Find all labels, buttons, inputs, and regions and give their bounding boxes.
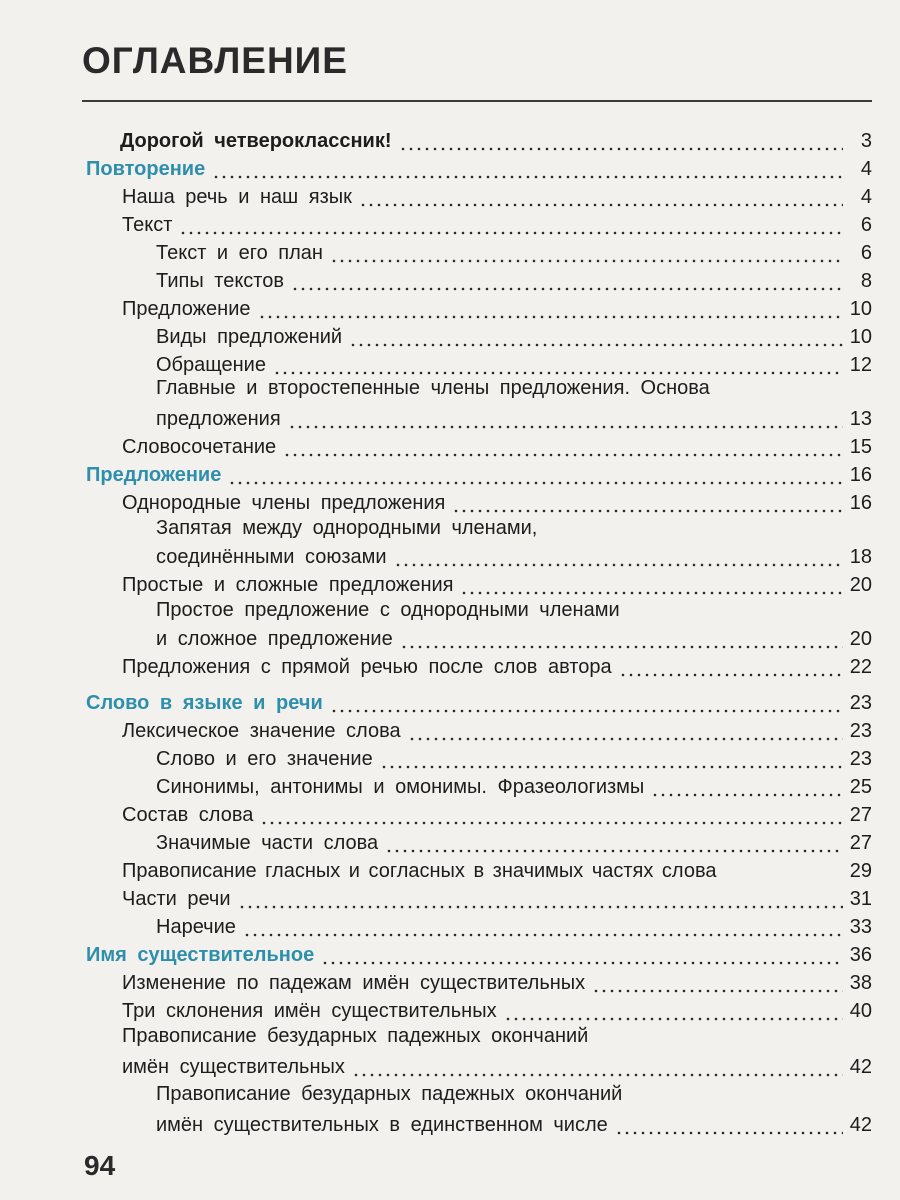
toc-entry-page: 16 [849,464,872,486]
toc-entry[interactable] [122,568,872,597]
toc-entry-page: 22 [849,656,872,678]
toc-entry[interactable] [122,966,872,995]
toc-entry-page: 23 [849,692,872,714]
toc-entry-title: и сложное предложение [156,628,393,650]
toc-entry-page: 23 [849,748,872,770]
toc-subentry-line1[interactable]: Главные и второстепенные члены предложения. Основа [156,377,710,399]
dot-leader [349,325,843,349]
toc-entry-title: соединёнными союзами [156,546,387,568]
toc-entry[interactable] [120,124,872,153]
toc-entry-page: 33 [849,916,872,938]
dot-leader [243,915,843,939]
dot-leader [273,353,843,377]
toc-entry[interactable] [122,882,872,911]
toc-entry-title: Словосочетание [122,436,277,458]
toc-section-title: Повторение [86,158,206,180]
toc-section[interactable] [86,686,872,715]
toc-entry-title: Простые и сложные предложения [122,574,454,596]
dot-leader [212,157,843,181]
dot-leader [452,491,843,515]
toc-entry-title: Состав слова [122,804,254,826]
dot-leader [330,691,843,715]
toc-entry-title: Лексическое значение слова [122,720,401,742]
dot-leader [228,463,843,487]
toc-subentry-line1[interactable]: Запятая между однородными членами, [156,517,538,539]
toc-entry-page: 40 [849,1000,872,1022]
toc-section[interactable] [86,938,872,967]
toc-entry-page: 27 [849,832,872,854]
toc-entry-page: 38 [849,972,872,994]
toc-entry-title: Предложения с прямой речью после слов автора [122,656,612,678]
toc-entry-page: 42 [849,1056,872,1078]
toc-subentry-line1[interactable]: Правописание безударных падежных окончаний [156,1083,623,1105]
toc-entry[interactable] [122,430,872,459]
toc-entry-title: Наша речь и наш язык [122,186,352,208]
toc-subentry[interactable] [156,826,872,855]
dot-leader [460,573,843,597]
toc-entry-title: Три склонения имён существительных [122,1000,497,1022]
toc-entry-page: 20 [849,628,872,650]
page-number: 94 [84,1150,116,1181]
dot-leader [651,775,843,799]
dot-leader [283,435,843,459]
dot-leader [619,655,843,679]
dot-leader [179,213,843,237]
dot-leader [399,129,843,153]
toc-subentry[interactable] [156,348,872,377]
toc-entry[interactable] [122,1050,872,1079]
toc-entry-page: 15 [849,436,872,458]
toc-entry-title: имён существительных в единственном числе [156,1114,608,1136]
dot-leader [258,297,844,321]
toc-subentry[interactable] [156,264,872,293]
toc-entry[interactable] [122,292,872,321]
dot-leader [291,269,843,293]
toc-entry-page: 10 [849,298,872,320]
toc-section[interactable] [86,458,872,487]
dot-leader [260,803,843,827]
dot-leader [408,719,843,743]
toc-entry-title: Изменение по падежам имён существительных [122,972,586,994]
toc-entry-page: 6 [860,214,872,236]
toc-entry-page: 8 [860,270,872,292]
toc-section-title: Имя существительное [86,944,315,966]
toc-entry-page: 29 [849,860,872,882]
toc-entry-title: имён существительных [122,1056,345,1078]
toc-entry-page: 23 [849,720,872,742]
toc-entry-page: 6 [860,242,872,264]
toc-entry[interactable] [122,208,872,237]
toc-entry-title: Обращение [156,354,266,376]
toc-entry-page: 16 [849,492,872,514]
toc-entry-title: Предложение [122,298,251,320]
toc-subentry[interactable] [156,742,872,771]
toc-subentry[interactable] [156,910,872,939]
dot-leader [359,185,843,209]
toc-entry-page: 31 [849,888,872,910]
toc-subentry-line1[interactable]: Простое предложение с однородными членами [156,599,620,621]
dot-leader [504,999,843,1023]
toc-entry-page: 10 [849,326,872,348]
dot-leader [352,1055,843,1079]
toc-entry-page: 4 [860,186,872,208]
toc-subentry[interactable] [156,402,872,431]
toc-section[interactable] [86,152,872,181]
toc-entry-page: 12 [849,354,872,376]
toc-section-title: Слово в языке и речи [86,692,323,714]
toc-entry-page: 27 [849,804,872,826]
toc-subentry[interactable] [156,540,872,569]
dot-leader [394,545,843,569]
toc-entry-page: 3 [860,130,872,152]
toc-entry-page: 42 [849,1114,872,1136]
dot-leader [592,971,843,995]
toc-entry-page: 4 [860,158,872,180]
toc-subentry[interactable] [156,320,872,349]
toc-entry-title: предложения [156,408,281,430]
dot-leader [380,747,843,771]
page-title: ОГЛАВЛЕНИЕ [82,40,348,81]
toc-entry-page: 36 [849,944,872,966]
toc-entry-title: Синонимы, антонимы и омонимы. Фразеологизмы [156,776,645,798]
toc-entry-title: Типы текстов [156,270,284,292]
toc-subentry[interactable] [156,236,872,265]
toc-entry-title: Слово и его значение [156,748,373,770]
dot-leader [330,241,843,265]
toc-entry[interactable] [122,994,872,1023]
dot-leader [400,627,843,651]
toc-entry-page: 13 [849,408,872,430]
toc-entry-title: Текст [122,214,173,236]
toc-entry[interactable] [122,650,872,679]
dot-leader [385,831,843,855]
toc-subentry[interactable] [156,622,872,651]
dot-leader [288,407,843,431]
dot-leader [238,887,843,911]
toc-entry-title: Виды предложений [156,326,343,348]
dot-leader [615,1113,843,1137]
dot-leader [723,859,843,883]
toc-section-title: Предложение [86,464,222,486]
dot-leader [321,943,843,967]
toc-entry-title: Наречие [156,916,236,938]
toc-entry-title: Текст и его план [156,242,323,264]
toc-entry-title: Однородные члены предложения [122,492,446,514]
toc-entry[interactable] [122,486,872,515]
toc-entry-title: Значимые части слова [156,832,379,854]
toc-entry-title: Части речи [122,888,231,910]
toc-subentry[interactable] [156,770,872,799]
toc-entry[interactable] [122,714,872,743]
toc-subentry[interactable] [156,1108,872,1137]
toc-entry-line1[interactable]: Правописание безударных падежных окончаний [122,1025,589,1047]
toc-entry[interactable] [122,798,872,827]
toc-entry-title: Дорогой четвероклассник! [120,130,392,152]
toc-entry-page: 18 [849,546,872,568]
toc-entry[interactable] [122,180,872,209]
toc-entry[interactable] [122,854,872,883]
toc-entry-page: 20 [849,574,872,596]
toc-entry-page: 25 [849,776,872,798]
toc-entry-title: Правописание гласных и согласных в значимых частях слова [122,860,717,882]
